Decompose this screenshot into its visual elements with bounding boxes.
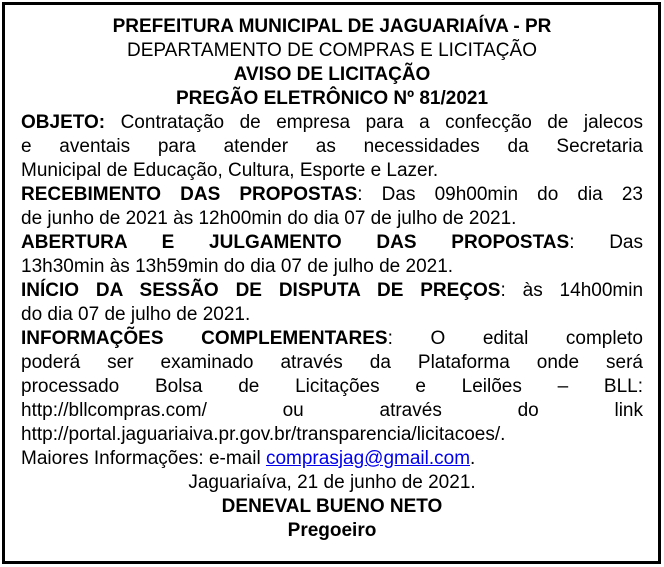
email-link[interactable]: comprasjag@gmail.com	[265, 448, 471, 469]
doc-text: Municipal de Educação, Cultura, Esporte e Lazer.	[21, 160, 439, 181]
doc-line-7	[21, 159, 643, 183]
doc-text: DEPARTAMENTO DE COMPRAS E LICITAÇÃO	[127, 40, 537, 61]
doc-label: INFORMAÇÕES COMPLEMENTARES	[21, 328, 388, 349]
doc-label: PREGÃO ELETRÔNICO Nº 81/2021	[175, 88, 489, 109]
doc-text: processado Bolsa de Licitações e Leilões – BLL:	[21, 376, 643, 397]
doc-line-16	[21, 375, 643, 399]
doc-text: .	[470, 448, 476, 469]
doc-text: Contratação de empresa para a confecção de jalecos	[105, 112, 643, 133]
doc-text: http://bllcompras.com/ ou através do link	[21, 400, 643, 421]
doc-line-11	[21, 255, 643, 279]
doc-line-17	[21, 399, 643, 423]
doc-text: : Das 09h00min do dia 23	[357, 184, 643, 205]
doc-line-20	[21, 471, 643, 495]
doc-text: poderá ser examinado através da Plataforma onde será	[21, 352, 643, 373]
doc-line-14	[21, 327, 643, 351]
doc-line-2	[21, 39, 643, 63]
doc-text: Jaguariaíva, 21 de junho de 2021.	[188, 472, 476, 493]
doc-line-4	[21, 87, 643, 111]
doc-line-21	[21, 495, 643, 519]
doc-line-18	[21, 423, 643, 447]
doc-line-5	[21, 111, 643, 135]
doc-label: DENEVAL BUENO NETO	[221, 496, 443, 517]
doc-line-22	[21, 519, 643, 543]
doc-label: Pregoeiro	[287, 520, 377, 541]
doc-line-1	[21, 15, 643, 39]
doc-label: ABERTURA E JULGAMENTO DAS PROPOSTAS	[21, 232, 570, 253]
doc-line-15	[21, 351, 643, 375]
doc-text: de junho de 2021 às 12h00min do dia 07 de julho de 2021.	[21, 208, 517, 229]
doc-text: Maiores Informações: e-mail	[21, 448, 266, 469]
doc-label: INÍCIO DA SESSÃO DE DISPUTA DE PREÇOS	[21, 280, 501, 301]
doc-label: PREFEITURA MUNICIPAL DE JAGUARIAÍVA - PR	[112, 16, 552, 37]
doc-text: e aventais para atender as necessidades da Secretaria	[21, 136, 643, 157]
notice-document	[5, 5, 658, 543]
doc-line-13	[21, 303, 643, 327]
doc-label: RECEBIMENTO DAS PROPOSTAS	[21, 184, 358, 205]
doc-line-3	[21, 63, 643, 87]
doc-line-6	[21, 135, 643, 159]
doc-line-19	[21, 447, 643, 471]
doc-text: : O edital completo	[387, 328, 643, 349]
doc-line-8	[21, 183, 643, 207]
doc-line-12	[21, 279, 643, 303]
doc-label: OBJETO:	[21, 112, 106, 133]
doc-line-10	[21, 231, 643, 255]
doc-text: http://portal.jaguariaiva.pr.gov.br/transparencia/licitacoes/.	[21, 424, 506, 445]
doc-line-9	[21, 207, 643, 231]
document-border-frame	[2, 2, 661, 564]
doc-text: : Das	[569, 232, 643, 253]
doc-text: 13h30min às 13h59min do dia 07 de julho de 2021.	[21, 256, 454, 277]
doc-label: AVISO DE LICITAÇÃO	[233, 64, 431, 85]
doc-text: : às 14h00min	[500, 280, 644, 301]
doc-text: do dia 07 de julho de 2021.	[21, 304, 251, 325]
